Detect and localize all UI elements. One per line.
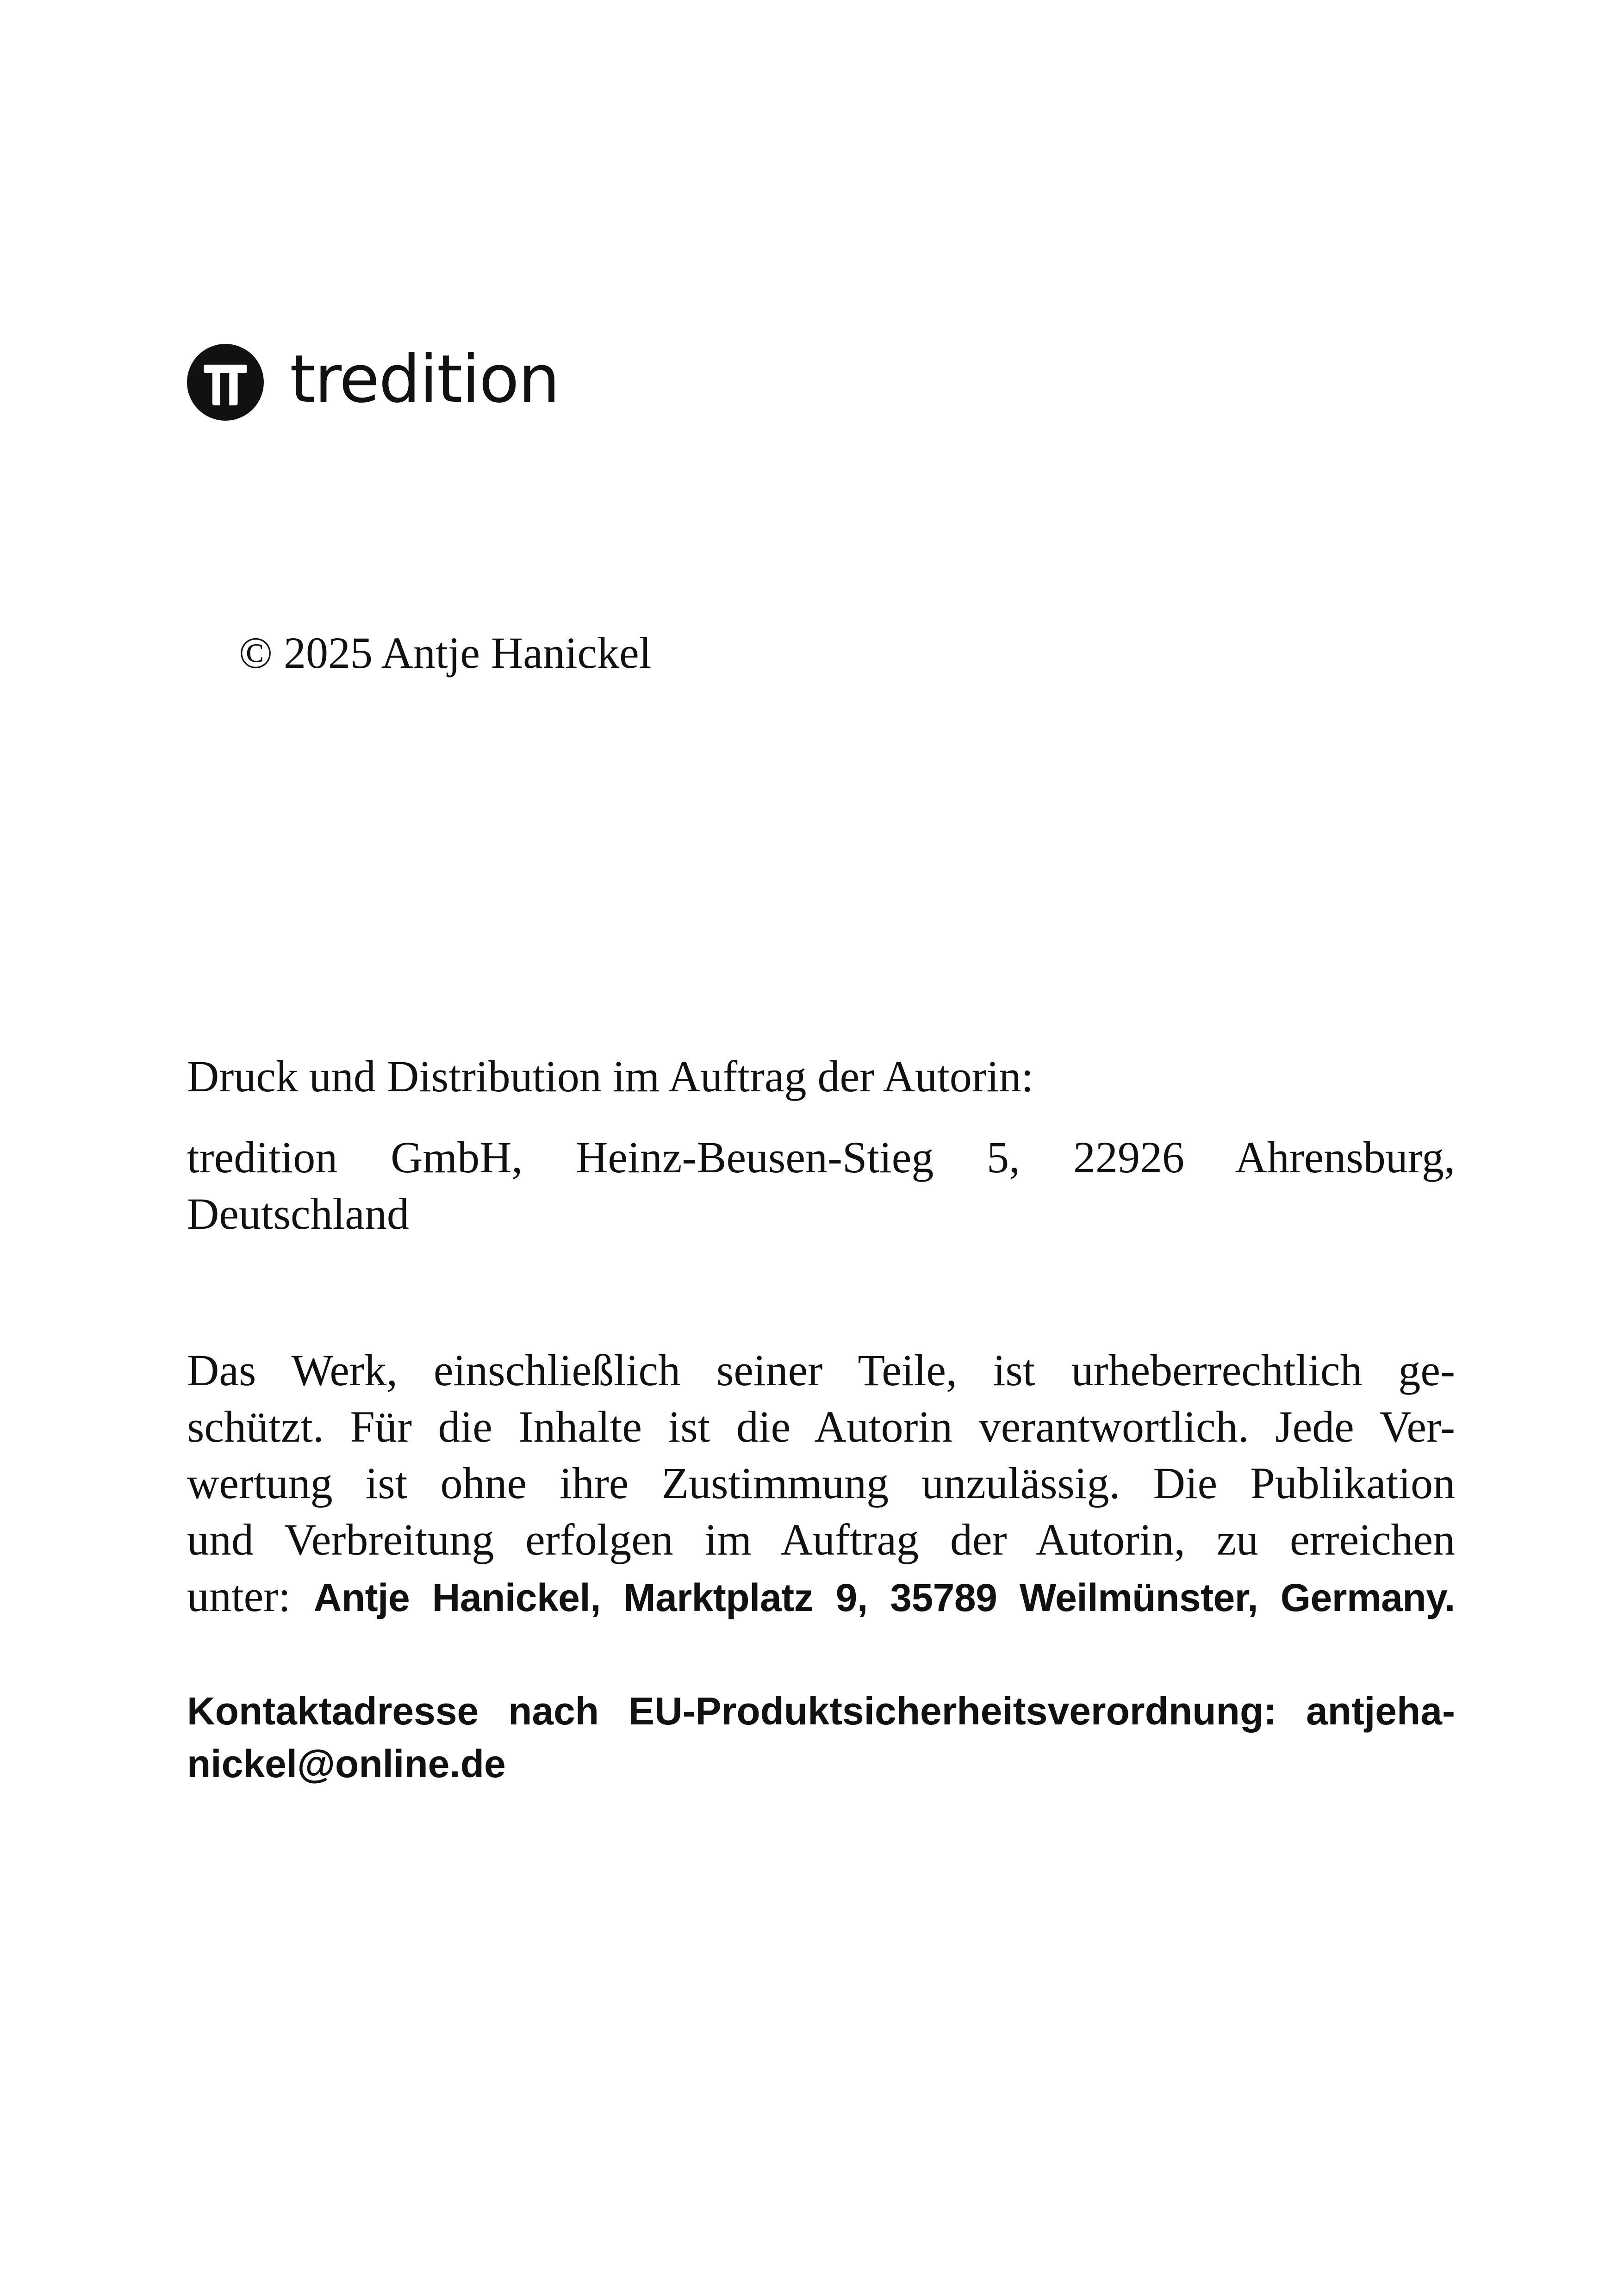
contact-line: Kontaktadresse nach EU-Produktsicherheitsverordnung: antjeha-: [187, 1689, 1455, 1733]
printer-label: Druck und Distribution im Auftrag der Autorin:: [187, 1052, 1034, 1101]
contact-paragraph: [187, 1685, 1455, 1790]
rights-paragraph: [187, 1342, 1455, 1624]
contact-line: nickel@online.de: [187, 1742, 506, 1786]
rights-line: und Verbreitung erfolgen im Auftrag der Autorin, zu erreichen: [187, 1515, 1455, 1564]
publisher-wordmark: tredition: [290, 341, 559, 417]
rights-line: Das Werk, einschließlich seiner Teile, ist urheberrechtlich ge-: [187, 1345, 1455, 1395]
publisher-logo: [187, 343, 559, 421]
rights-prefix: unter:: [187, 1571, 291, 1621]
copyright-notice: © 2025 Antje Hanickel: [239, 628, 652, 678]
rights-line: wertung ist ohne ihre Zustimmung unzulässig. Die Publikation: [187, 1458, 1455, 1508]
rights-line-last: [187, 1568, 1455, 1624]
author-address: Antje Hanickel, Marktplatz 9, 35789 Weilmünster, Germany.: [313, 1576, 1455, 1619]
printer-country: Deutschland: [187, 1189, 409, 1238]
tredition-logo-icon: [187, 344, 264, 421]
rights-line: schützt. Für die Inhalte ist die Autorin verantwortlich. Jede Ver-: [187, 1402, 1455, 1451]
printer-address: tredition GmbH, Heinz-Beusen-Stieg 5, 22926 Ahrensburg,: [187, 1132, 1455, 1182]
